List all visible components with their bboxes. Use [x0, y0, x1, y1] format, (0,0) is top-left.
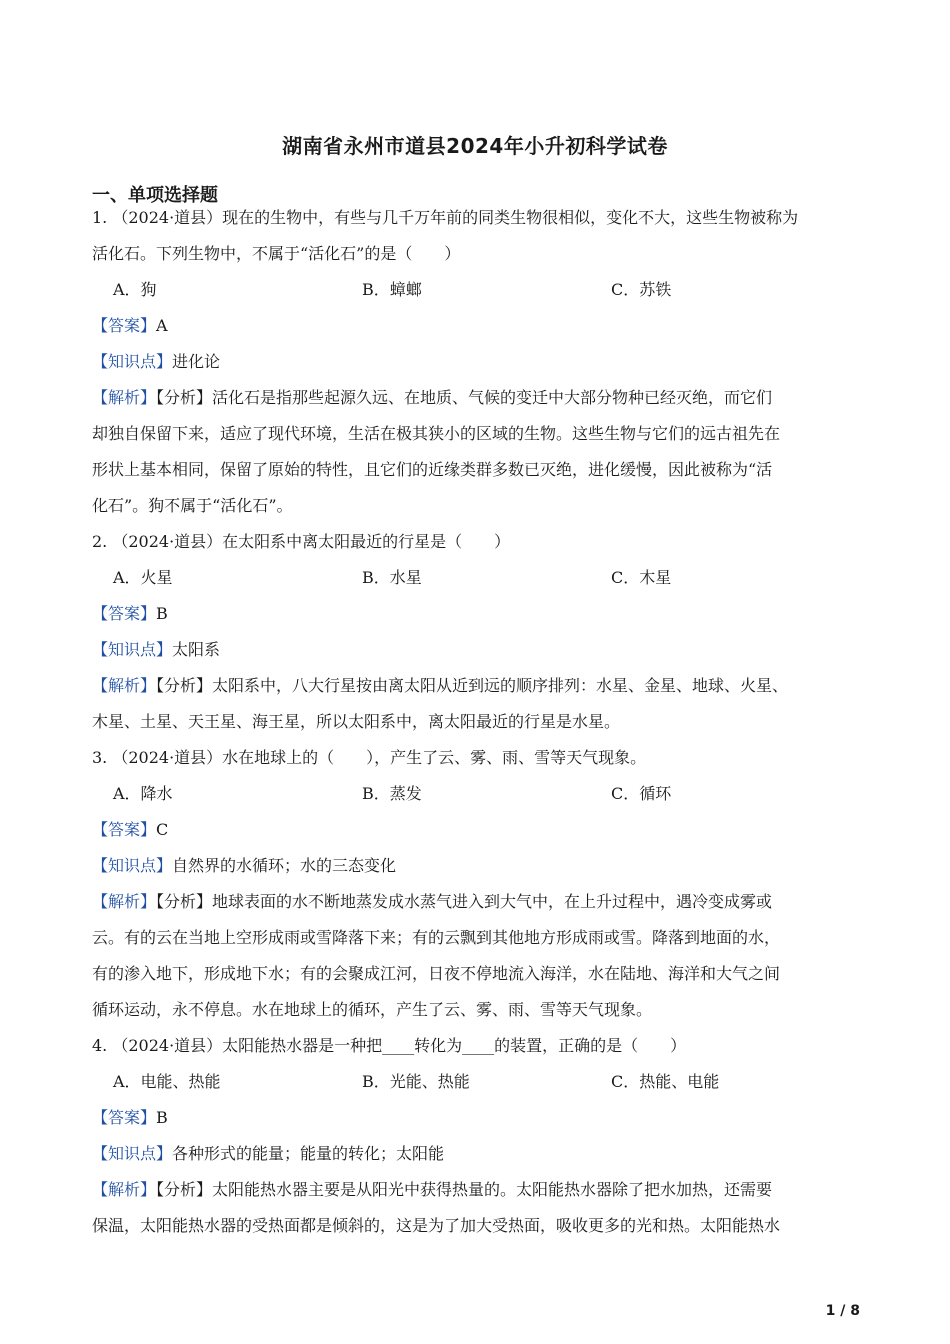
answer-label: 【答案】: [92, 820, 157, 839]
options-row: [92, 776, 862, 812]
option-a: A．火星: [113, 568, 173, 587]
question-stem: 3. （2024·道县）水在地球上的（ ），产生了云、雾、雨、雪等天气现象。: [92, 748, 647, 767]
answer-value: B: [156, 1108, 168, 1127]
knowledge-line: [92, 848, 862, 884]
analysis-line: 有的渗入地下，形成地下水；有的会聚成江河，日夜不停地流入海洋，水在陆地、海洋和大气之间: [92, 964, 781, 983]
analysis-text: 【分析】地球表面的水不断地蒸发成水蒸气进入到大气中，在上升过程中，遇冷变成雾或: [156, 892, 773, 911]
question-stem: 活化石。下列生物中，不属于“活化石”的是（ ）: [92, 244, 461, 263]
answer-line: [92, 308, 862, 344]
question-stem: 4. （2024·道县）太阳能热水器是一种把____转化为____的装置，正确的是（ ）: [92, 1036, 687, 1055]
option-a: A．电能、热能: [113, 1072, 221, 1091]
knowledge-line: [92, 632, 862, 668]
analysis-label: 【解析】: [92, 1180, 157, 1199]
option-c: C．热能、电能: [611, 1072, 720, 1091]
answer-value: C: [156, 820, 169, 839]
knowledge-label: 【知识点】: [92, 1144, 173, 1163]
analysis-text: 【分析】太阳系中，八大行星按由离太阳从近到远的顺序排列：水星、金星、地球、火星、: [156, 676, 789, 695]
knowledge-value: 各种形式的能量；能量的转化；太阳能: [172, 1144, 445, 1163]
analysis-label: 【解析】: [92, 892, 157, 911]
analysis-line: [92, 884, 862, 920]
knowledge-value: 太阳系: [172, 640, 221, 659]
answer-value: A: [156, 316, 168, 335]
knowledge-label: 【知识点】: [92, 352, 173, 371]
option-c: C．苏铁: [611, 280, 672, 299]
analysis-line: [92, 668, 862, 704]
question-block: [92, 1028, 862, 1244]
question-block: [92, 524, 862, 740]
option-b: B．光能、热能: [362, 1072, 470, 1091]
analysis-line: 保温，太阳能热水器的受热面都是倾斜的，这是为了加大受热面，吸收更多的光和热。太阳能热水: [92, 1216, 781, 1235]
knowledge-label: 【知识点】: [92, 640, 173, 659]
answer-line: [92, 1100, 862, 1136]
option-b: B．水星: [362, 568, 422, 587]
analysis-label: 【解析】: [92, 676, 157, 695]
knowledge-line: [92, 344, 862, 380]
analysis-line: 木星、土星、天王星、海王星，所以太阳系中，离太阳最近的行星是水星。: [92, 712, 621, 731]
answer-line: [92, 596, 862, 632]
analysis-line: 循环运动，永不停息。水在地球上的循环，产生了云、雾、雨、雪等天气现象。: [92, 1000, 653, 1019]
knowledge-line: [92, 1136, 862, 1172]
analysis-line: [92, 380, 862, 416]
answer-label: 【答案】: [92, 604, 157, 623]
options-row: [92, 1064, 862, 1100]
option-b: B．蒸发: [362, 784, 422, 803]
knowledge-value: 自然界的水循环；水的三态变化: [172, 856, 397, 875]
option-c: C．循环: [611, 784, 672, 803]
page-title: 湖南省永州市道县2024年小升初科学试卷: [282, 134, 668, 158]
analysis-line: [92, 1172, 862, 1208]
question-block: [92, 740, 862, 1028]
answer-label: 【答案】: [92, 316, 157, 335]
analysis-line: 形状上基本相同，保留了原始的特性，且它们的近缘类群多数已灭绝，进化缓慢，因此被称为“活: [92, 460, 773, 479]
question-stem: 2. （2024·道县）在太阳系中离太阳最近的行星是（ ）: [92, 532, 511, 551]
question-block: [92, 200, 862, 524]
option-b: B．蟑螂: [362, 280, 422, 299]
option-c: C．木星: [611, 568, 672, 587]
analysis-text: 【分析】太阳能热水器主要是从阳光中获得热量的。太阳能热水器除了把水加热，还需要: [156, 1180, 773, 1199]
options-row: [92, 272, 862, 308]
analysis-line: 化石”。狗不属于“活化石”。: [92, 496, 293, 515]
options-row: [92, 560, 862, 596]
analysis-label: 【解析】: [92, 388, 157, 407]
section-title: 一、单项选择题: [92, 185, 218, 206]
page-number: 1 / 8: [825, 1303, 860, 1319]
question-list: [92, 200, 862, 1244]
answer-label: 【答案】: [92, 1108, 157, 1127]
answer-line: [92, 812, 862, 848]
option-a: A．降水: [113, 784, 173, 803]
knowledge-label: 【知识点】: [92, 856, 173, 875]
analysis-text: 【分析】活化石是指那些起源久远、在地质、气候的变迁中大部分物种已经灭绝，而它们: [156, 388, 773, 407]
analysis-line: 却独自保留下来，适应了现代环境，生活在极其狭小的区域的生物。这些生物与它们的远古祖先在: [92, 424, 781, 443]
question-stem: 1. （2024·道县）现在的生物中，有些与几千万年前的同类生物很相似，变化不大，这些生物被称为: [92, 208, 799, 227]
option-a: A．狗: [113, 280, 157, 299]
knowledge-value: 进化论: [172, 352, 221, 371]
analysis-line: 云。有的云在当地上空形成雨或雪降落下来；有的云飘到其他地方形成雨或雪。降落到地面的水，: [92, 928, 781, 947]
answer-value: B: [156, 604, 168, 623]
